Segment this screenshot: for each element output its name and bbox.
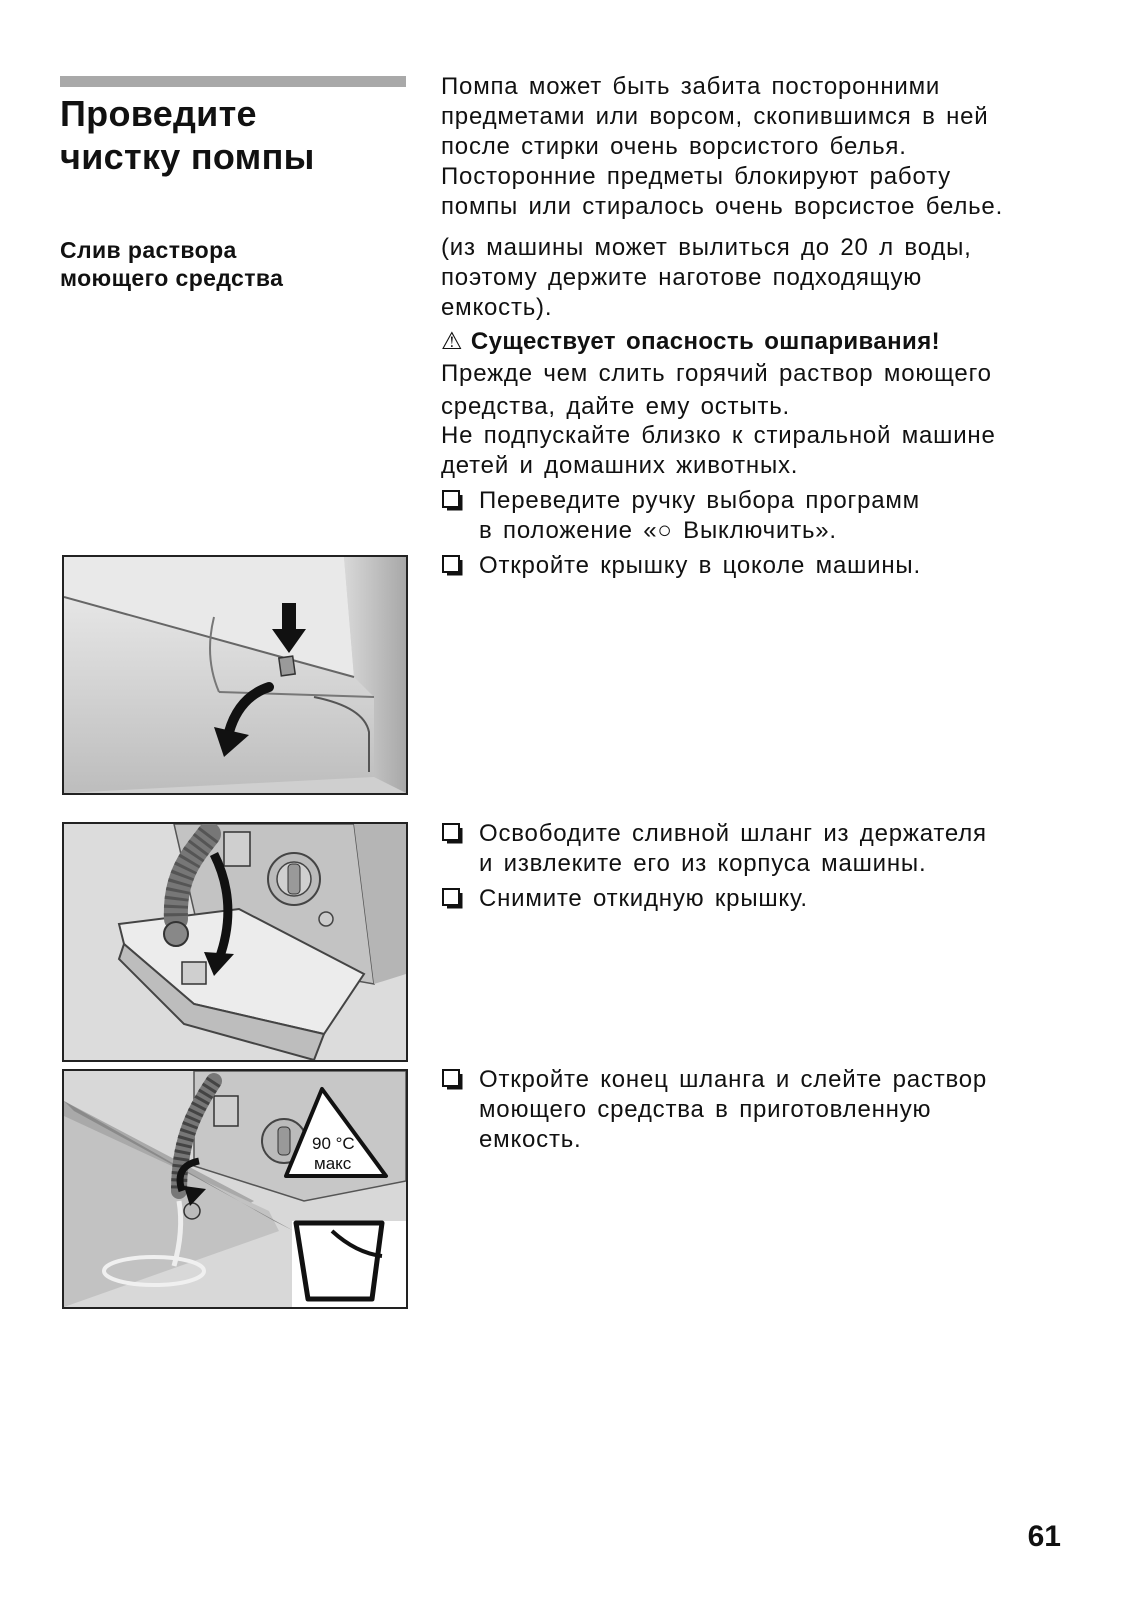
step-line: Откройте конец шланга и слейте раствор	[479, 1066, 988, 1093]
intro-line: помпы или стиралось очень ворсистое белье.	[441, 193, 1004, 220]
section-rule	[60, 76, 406, 87]
intro-line: после стирки очень ворсистого белья.	[441, 133, 907, 160]
step-line: и извлеките его из корпуса машины.	[479, 850, 927, 877]
step-line: в положение «○ Выключить».	[479, 517, 837, 544]
intro-line: Посторонние предметы блокируют работу	[441, 163, 951, 190]
step-item	[441, 551, 1081, 581]
figure-open-plinth-cover	[62, 555, 408, 795]
intro-line: Помпа может быть забита посторонними	[441, 73, 941, 100]
step-line: емкость.	[479, 1126, 582, 1153]
figure-release-drain-hose	[62, 822, 408, 1062]
step-item	[441, 884, 1081, 914]
figure-drain-into-bucket	[62, 1069, 408, 1309]
step-label	[441, 1065, 1081, 1155]
step-line: Переведите ручку выбора программ	[479, 487, 920, 514]
page-title	[60, 92, 420, 178]
step-label	[441, 486, 1081, 546]
intro-paragraph	[441, 72, 1081, 222]
note-line: емкость).	[441, 294, 553, 321]
drain-hose-illustration	[64, 824, 406, 1060]
warning-line: Прежде чем слить горячий раствор моющего	[441, 360, 992, 387]
max-temp-label: макс	[314, 1154, 352, 1173]
subtitle-line-1: Слив раствора	[60, 237, 237, 263]
section-subtitle	[60, 236, 420, 292]
intro-line: предметами или ворсом, скопившимся в ней	[441, 103, 989, 130]
step-label	[441, 819, 1081, 879]
page-number: 61	[1027, 1520, 1061, 1553]
step-line: Освободите сливной шланг из держателя	[479, 820, 987, 847]
bucket-icon	[296, 1223, 382, 1299]
checkbox-icon	[441, 822, 465, 846]
title-line-2: чистку помпы	[60, 136, 315, 177]
warning-line: Не подпускайте близко к стиральной машине	[441, 422, 996, 449]
plinth-cover-illustration	[64, 557, 406, 793]
warning-title	[441, 327, 1081, 357]
step-line: моющего средства в приготовленную	[479, 1096, 932, 1123]
drain-bucket-illustration	[64, 1071, 406, 1307]
title-line-1: Проведите	[60, 93, 257, 134]
subtitle-line-2: моющего средства	[60, 265, 284, 291]
warning-icon: ⚠	[441, 328, 463, 355]
step-line: Снимите откидную крышку.	[479, 885, 808, 912]
checkbox-icon	[441, 554, 465, 578]
warning-paragraph-1	[441, 357, 1081, 423]
warning-line: детей и домашних животных.	[441, 452, 799, 479]
max-temp-value: 90 °C	[312, 1134, 355, 1153]
checkbox-icon	[441, 489, 465, 513]
checkbox-icon	[441, 1068, 465, 1092]
checkbox-icon	[441, 887, 465, 911]
note-paragraph	[441, 233, 1081, 323]
step-item	[441, 819, 1081, 879]
note-line: (из машины может вылиться до 20 л воды,	[441, 234, 972, 261]
warning-paragraph-2	[441, 421, 1081, 481]
warning-line: средства, дайте ему остыть.	[441, 393, 790, 420]
step-line: Откройте крышку в цоколе машины.	[479, 552, 921, 579]
warning-title-text: Существует опасность ошпаривания!	[470, 328, 940, 355]
note-line: поэтому держите наготове подходящую	[441, 264, 923, 291]
step-item	[441, 486, 1081, 546]
step-item	[441, 1065, 1081, 1155]
